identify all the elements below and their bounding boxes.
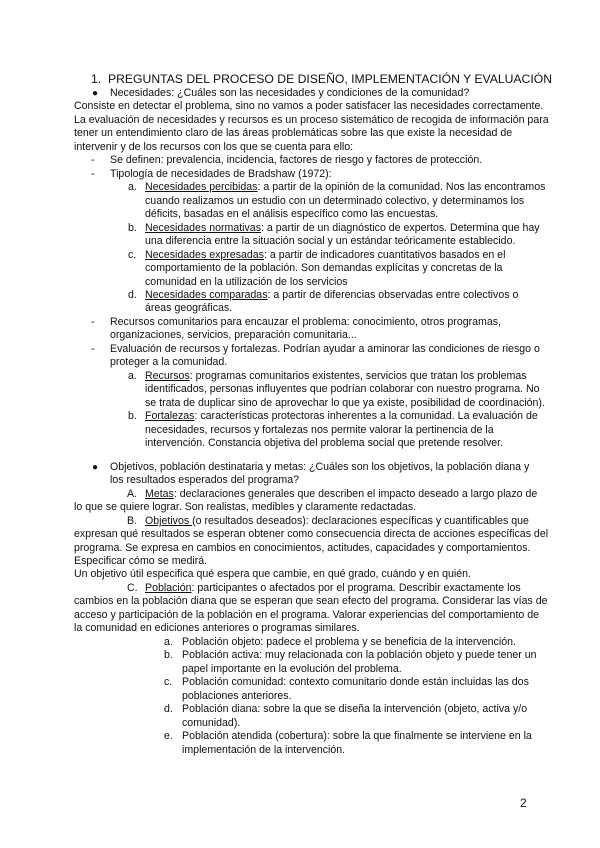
list-letter: c. — [164, 676, 173, 688]
resources-item: Recursos: programas comunitarios existentes, servicios que tratan los problemas — [145, 370, 527, 382]
need-normative: Necesidades normativas: a partir de un diagnóstico de expertos. Determina que hay — [145, 222, 540, 234]
objectives-item: Objetivos (o resultados deseados): declaraciones específicas y cuantificables que — [145, 515, 529, 527]
population-type: Población comunidad: contexto comunitario donde están incluidas las dos — [182, 676, 529, 688]
bullet-icon: ● — [92, 88, 99, 99]
goals-item: Metas: declaraciones generales que describen el impacto deseado a largo plazo de — [145, 488, 538, 500]
objectives-line: programa. Se expresa en cambios en conocimientos, actitudes, capacidades y comportamientos. — [74, 542, 531, 554]
dash-marker: - — [91, 168, 95, 180]
population-type: Población atendida (cobertura): sobre la que finalmente se interviene en la — [182, 730, 532, 742]
list-letter: a. — [164, 636, 173, 648]
objectives-line: Especificar cómo se medirá. — [74, 555, 208, 567]
resource-evaluation-line: proteger a la comunidad. — [110, 356, 228, 368]
objectives-line: expresan qué resultados se esperan obtener como consecuencia directa de acciones específicas del — [74, 528, 549, 540]
resources-line: identificados, personas influyentes que podrían colaborar con nuestro programa. No — [145, 383, 540, 395]
population-type: Población activa: muy relacionada con la población objeto y puede tener un — [182, 649, 537, 661]
strengths-line: necesidades, recursos y fortalezas nos permite valorar la pertinencia de la — [145, 424, 494, 436]
page-heading: PREGUNTAS DEL PROCESO DE DISEÑO, IMPLEMENTACIÓN Y EVALUACIÓN — [108, 72, 553, 86]
section-objectives-title-line: los resultados esperados del programa? — [110, 474, 300, 486]
list-letter: d. — [164, 703, 173, 715]
definitions-item: Se definen: prevalencia, incidencia, factores de riesgo y factores de protección. — [110, 154, 483, 166]
needs-intro-line: La evaluación de necesidades y recursos es un proceso sistemático de recogida de información para — [74, 114, 549, 126]
dash-marker: - — [91, 316, 95, 328]
community-resources: Recursos comunitarios para encauzar el problema: conocimiento, otros programas, — [110, 316, 501, 328]
list-letter: c. — [128, 249, 137, 261]
need-text-line: déficits, basadas en el análisis específico como las encuestas. — [145, 208, 439, 220]
population-line: acceso y participación de la población en el programa. Valorar experiencias del comportamiento de — [74, 609, 540, 621]
dash-marker: - — [91, 154, 95, 166]
list-letter: C. — [127, 582, 138, 594]
resources-line: se trata de duplicar sino de aprovechar lo que ya existe, posibilidad de coordinación). — [145, 397, 545, 409]
bullet-icon: ● — [92, 462, 99, 473]
needs-intro-line: intervenir y de los recursos con los que se cuenta para ello: — [74, 141, 354, 153]
list-letter: B. — [127, 515, 138, 527]
population-type-line: poblaciones anteriores. — [182, 690, 292, 702]
list-letter: b. — [164, 649, 173, 661]
need-comparative: Necesidades comparadas: a partir de diferencias observadas entre colectivos o — [145, 289, 519, 301]
heading-number: 1. — [91, 72, 102, 86]
population-type-line: papel importante en la evolución del problema. — [182, 663, 402, 675]
section-needs-title: Necesidades: ¿Cuáles son las necesidades y condiciones de la comunidad? — [110, 87, 470, 99]
strengths-line: intervención. Constancia objetiva del problema social que pretende resolver. — [145, 437, 504, 449]
strengths-item: Fortalezas: características protectoras inherentes a la comunidad. La evaluación de — [145, 410, 538, 422]
list-letter: A. — [127, 488, 138, 500]
population-line: la comunidad en ediciones anteriores o programas similares. — [74, 622, 360, 634]
population-type-line: comunidad). — [182, 717, 241, 729]
need-expressed: Necesidades expresadas: a partir de indicadores cuantitativos basados en el — [145, 249, 506, 261]
section-objectives-title: Objetivos, población destinataria y metas: ¿Cuáles son los objetivos, la población diana y — [110, 461, 530, 473]
need-text-line: comunidad en la utilización de los servicios — [145, 276, 348, 288]
list-letter: a. — [128, 181, 137, 193]
need-text-line: áreas geográficas. — [145, 302, 233, 314]
objectives-line: Un objetivo útil especifica qué espera que cambie, en qué grado, cuándo y en quién. — [74, 568, 471, 580]
resource-evaluation: Evaluación de recursos y fortalezas. Podrían ayudar a aminorar las condiciones de riesgo o — [110, 343, 540, 355]
list-letter: d. — [128, 289, 137, 301]
list-letter: b. — [128, 410, 137, 422]
population-type: Población objeto: padece el problema y se beneficia de la intervención. — [182, 636, 516, 648]
need-perceived: Necesidades percibidas: a partir de la opinión de la comunidad. Nos las encontramos — [145, 181, 546, 193]
need-text-line: una diferencia entre la situación social y un estándar teóricamente establecido. — [145, 235, 516, 247]
population-item: Población: participantes o afectados por el programa. Describir exactamente los — [145, 582, 521, 594]
population-type: Población diana: sobre la que se diseña la intervención (objeto, activa y/o — [182, 703, 528, 715]
need-text-line: comportamiento de la población. Son demandas explícitas y concretas de la — [145, 262, 503, 274]
goals-line: lo que se quiere lograr. Son realistas, medibles y claramente redactadas. — [74, 501, 417, 513]
list-letter: a. — [128, 370, 137, 382]
population-type-line: implementación de la intervención. — [182, 744, 346, 756]
list-letter: e. — [164, 730, 173, 742]
needs-intro-line: Consiste en detectar el problema, sino no vamos a poder satisfacer las necesidades correctamente. — [74, 100, 544, 112]
bradshaw-typology: Tipología de necesidades de Bradshaw (1972): — [110, 168, 332, 180]
page-number: 2 — [520, 796, 527, 810]
list-letter: b. — [128, 222, 137, 234]
community-resources-line: organizaciones, servicios, preparación comunitaria... — [110, 329, 357, 341]
dash-marker: - — [91, 343, 95, 355]
need-text-line: cuando realizamos un estudio con un determinado colectivo, y determinamos los — [145, 195, 525, 207]
population-line: cambios en la población diana que se esperan que sean efecto del programa. Considerar las vías de — [74, 595, 548, 607]
needs-intro-line: tener un entendimiento claro de las áreas problemáticas sobre las que existe la necesidad de — [74, 127, 513, 139]
